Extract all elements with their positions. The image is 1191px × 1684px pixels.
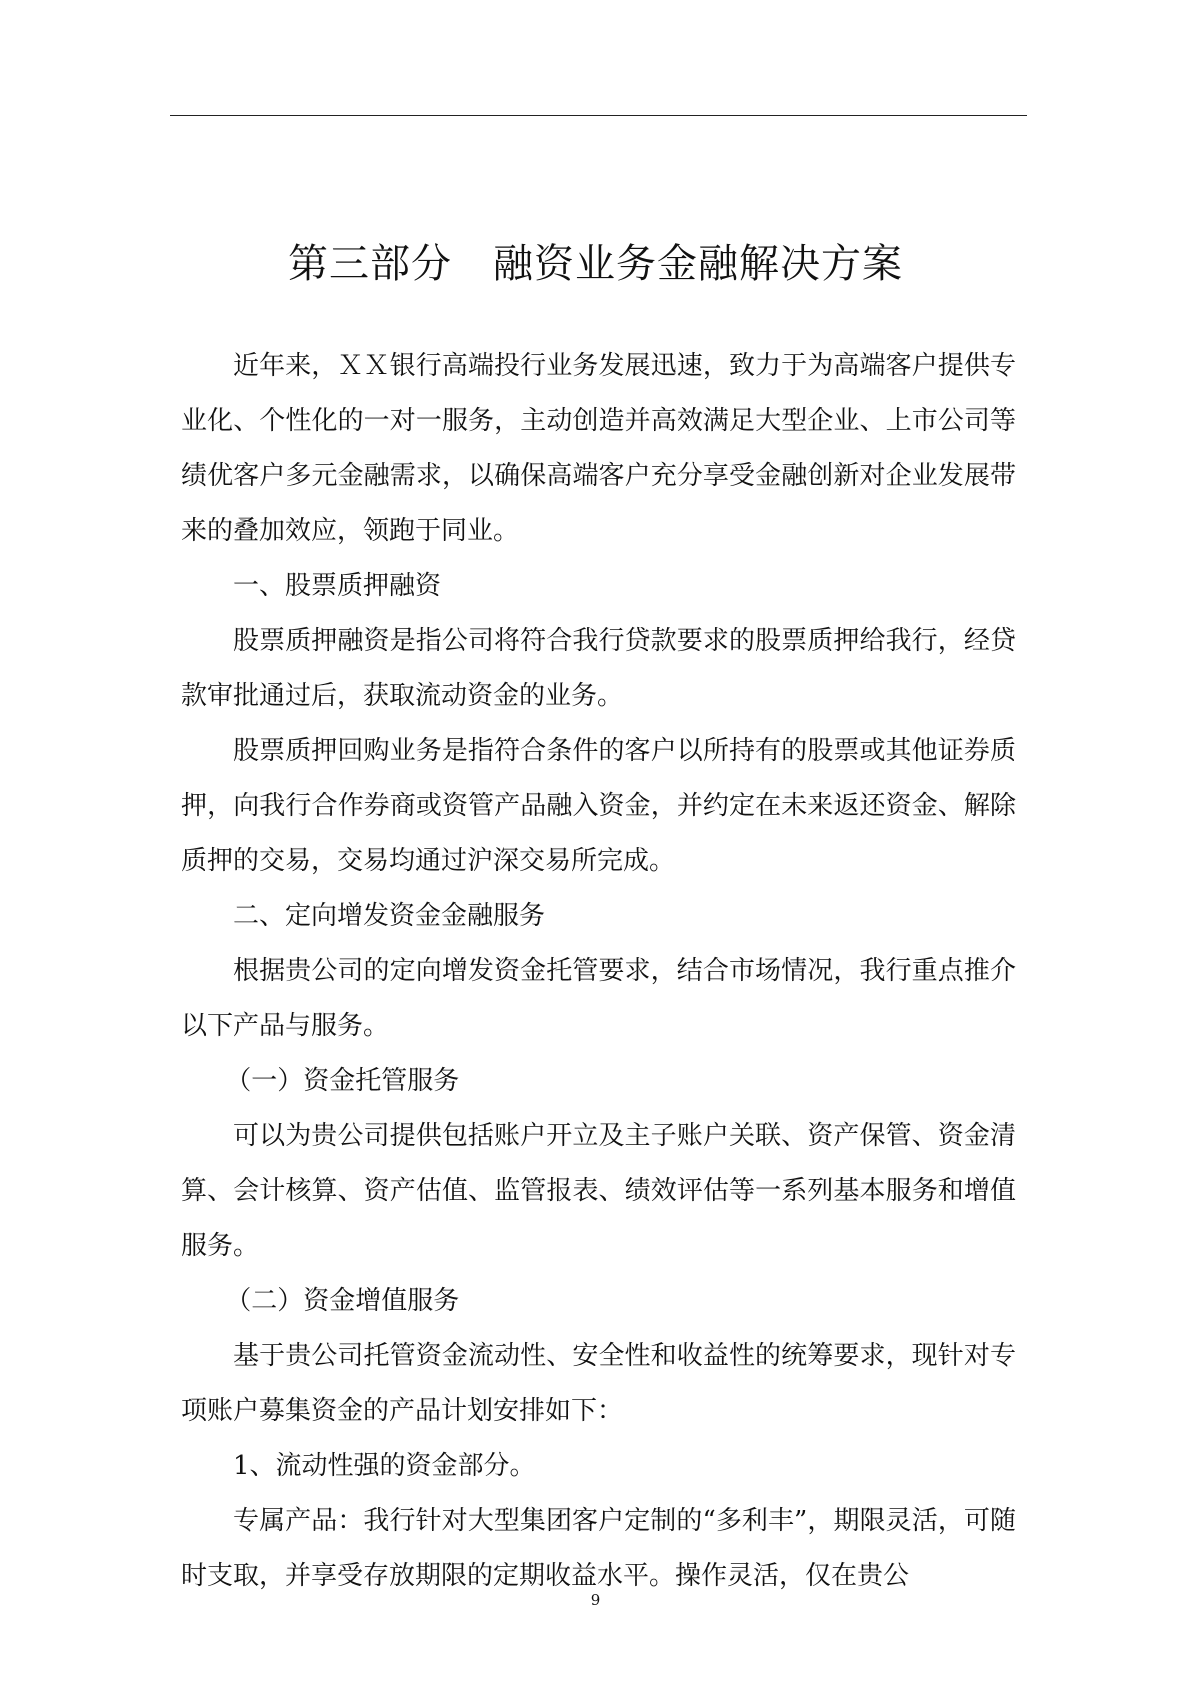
exclusive-product-paragraph: 专属产品：我行针对大型集团客户定制的“多利丰”，期限灵活，可随时支取，并享受存放期限的定期收益水平。操作灵活，仅在贵公 — [181, 1506, 1016, 1591]
page-number: 9 — [590, 1591, 601, 1609]
intro-paragraph: 近年来，ＸＸ银行高端投行业务发展迅速，致力于为高端客户提供专业化、个性化的一对一服务，主动创造并高效满足大型企业、上市公司等绩优客户多元金融需求，以确保高端客户充分享受金融创新对企业发展带来的叠加效应，领跑于同业。 — [181, 351, 1016, 546]
custody-paragraph: 可以为贵公司提供包括账户开立及主子账户关联、资产保管、资金清算、会计核算、资产估值、监管报表、绩效评估等一系列基本服务和增值服务。 — [181, 1121, 1016, 1261]
header-rule — [170, 115, 1027, 116]
document-body — [181, 339, 1016, 1604]
subsection-heading-value-added: （二）资金增值服务 — [225, 1286, 460, 1316]
section-heading-stock-pledge: 一、股票质押融资 — [233, 571, 442, 601]
item-heading-liquid-funds: 1、流动性强的资金部分。 — [233, 1451, 536, 1481]
private-placement-paragraph: 根据贵公司的定向增发资金托管要求，结合市场情况，我行重点推介以下产品与服务。 — [181, 956, 1016, 1041]
stock-pledge-paragraph: 股票质押融资是指公司将符合我行贷款要求的股票质押给我行，经贷款审批通过后，获取流动资金的业务。 — [181, 626, 1016, 711]
section-heading-private-placement: 二、定向增发资金金融服务 — [233, 901, 546, 931]
page-title: 第三部分 融资业务金融解决方案 — [288, 241, 903, 287]
stock-pledge-repo-paragraph: 股票质押回购业务是指符合条件的客户以所持有的股票或其他证券质押，向我行合作券商或资管产品融入资金，并约定在未来返还资金、解除质押的交易，交易均通过沪深交易所完成。 — [181, 736, 1016, 876]
value-added-paragraph: 基于贵公司托管资金流动性、安全性和收益性的统筹要求，现针对专项账户募集资金的产品计划安排如下： — [181, 1341, 1016, 1426]
subsection-heading-custody: （一）资金托管服务 — [225, 1066, 460, 1096]
